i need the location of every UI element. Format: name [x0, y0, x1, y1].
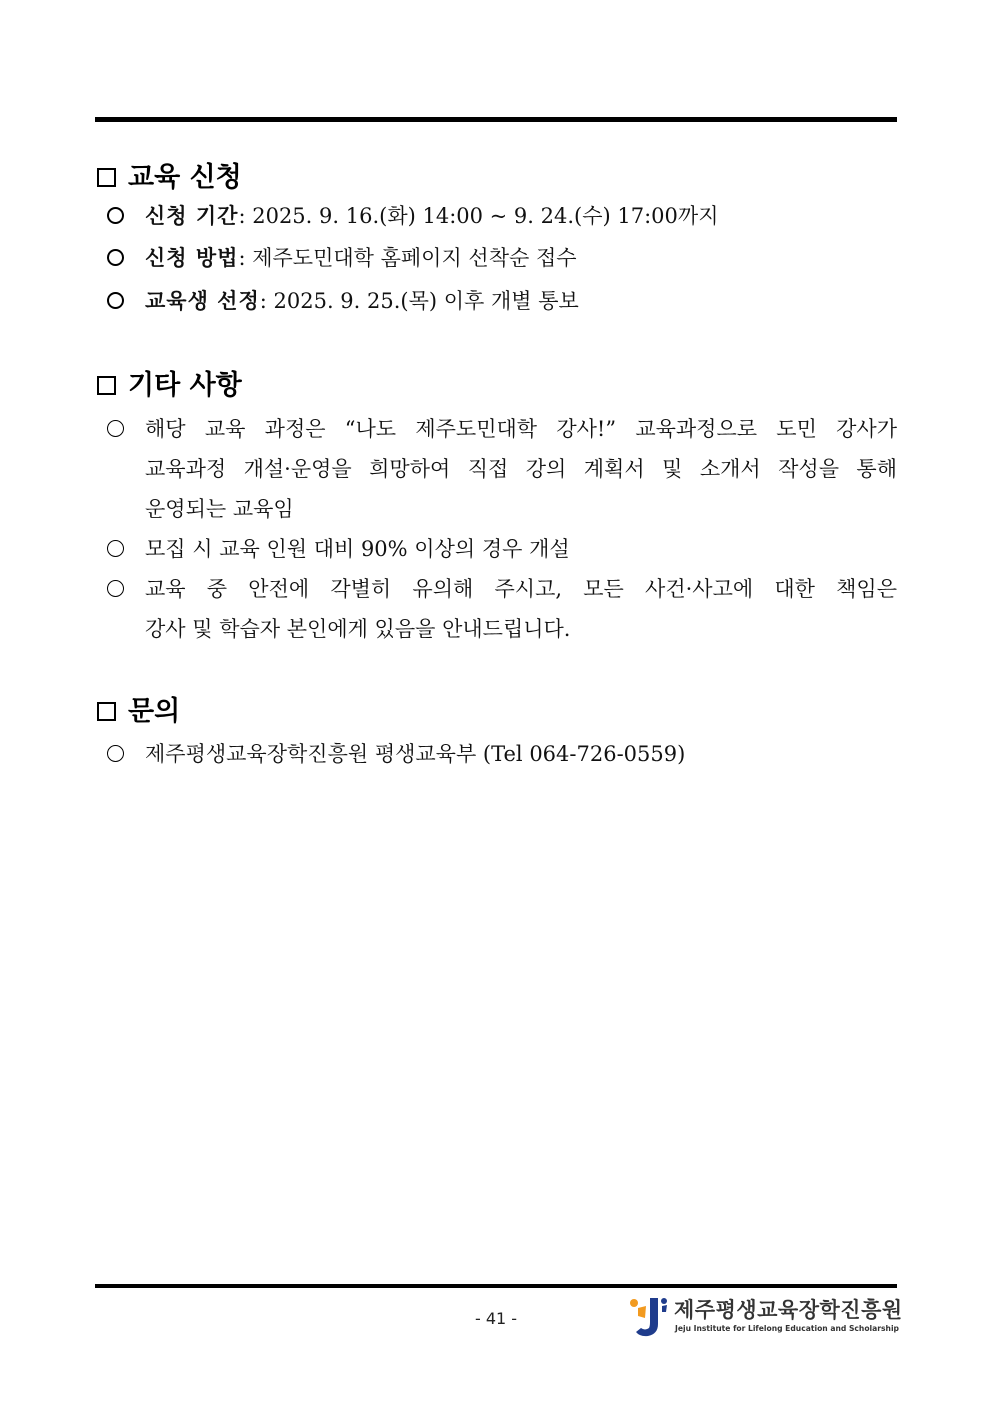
item-value: : 2025. 9. 25.(목) 이후 개별 통보 [259, 289, 579, 313]
circle-bullet-icon [107, 540, 124, 557]
bottom-rule [95, 1284, 897, 1288]
list-item [107, 734, 897, 774]
logo-subtitle: Jeju Institute for Lifelong Education and Scholarship [675, 1324, 899, 1333]
item-label: 신청 기간 [145, 204, 239, 228]
section-heading-inquiry: 문의 [95, 695, 180, 729]
paragraph-line: 모집 시 교육 인원 대비 90% 이상의 경우 개설 [145, 537, 570, 561]
item-value: : 2025. 9. 16.(화) 14:00 ~ 9. 24.(수) 17:00까지 [238, 204, 719, 228]
circle-bullet-icon [107, 745, 124, 762]
square-bullet-icon [97, 376, 116, 395]
logo-mark-icon [628, 1294, 668, 1338]
circle-bullet-icon [107, 580, 124, 597]
page-number: - 41 - [474, 1309, 518, 1328]
paragraph-line: 강사 및 학습자 본인에게 있음을 안내드립니다. [145, 617, 571, 641]
list-item [107, 569, 897, 649]
section-heading-application: 교육 신청 [95, 161, 242, 195]
logo-name: 제주평생교육장학진흥원 [674, 1298, 903, 1322]
item-label: 교육생 선정 [145, 289, 260, 313]
item-label: 신청 방법 [145, 246, 239, 270]
square-bullet-icon [97, 168, 116, 187]
top-rule [95, 117, 897, 122]
item-value: : 제주도민대학 홈페이지 선착순 접수 [238, 246, 577, 270]
paragraph-line: 교육 중 안전에 각별히 유의해 주시고, 모든 사건·사고에 대한 책임은 [145, 577, 897, 601]
paragraph-line: 운영되는 교육임 [145, 497, 294, 521]
square-bullet-icon [97, 702, 116, 721]
section-heading-other-notes: 기타 사항 [95, 369, 242, 403]
list-item [107, 529, 897, 569]
circle-bullet-icon [107, 249, 124, 266]
paragraph-line: 교육과정 개설·운영을 희망하여 직접 강의 계획서 및 소개서 작성을 통해 [145, 457, 897, 481]
circle-bullet-icon [107, 292, 124, 309]
institute-logo [628, 1294, 903, 1338]
circle-bullet-icon [107, 207, 124, 224]
paragraph-line: 해당 교육 과정은 “나도 제주도민대학 강사!” 교육과정으로 도민 강사가 [145, 417, 897, 441]
circle-bullet-icon [107, 420, 124, 437]
list-item [107, 409, 897, 529]
contact-line: 제주평생교육장학진흥원 평생교육부 (Tel 064-726-0559) [145, 742, 686, 766]
